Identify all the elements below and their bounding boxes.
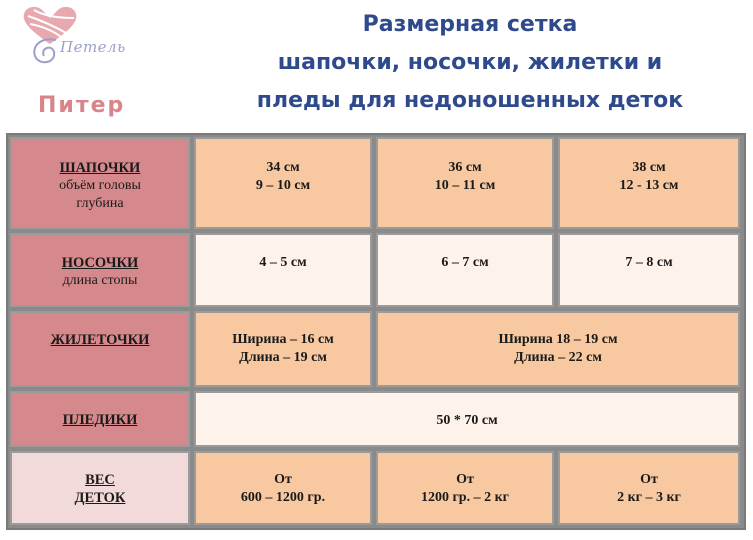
row-header-socks bbox=[10, 233, 190, 307]
blankets-label: ПЛЕДИКИ bbox=[62, 412, 138, 428]
weight-label-2: ДЕТОК bbox=[74, 490, 126, 506]
weight-range-1: От 600 – 1200 гр. bbox=[194, 451, 372, 525]
title-line-1: Размерная сетка bbox=[362, 12, 578, 37]
row-header-hats bbox=[10, 137, 190, 229]
hats-label: ШАПОЧКИ bbox=[59, 160, 141, 176]
socks-sub-1: длина стопы bbox=[62, 273, 138, 288]
socks-size-1: 4 – 5 см bbox=[194, 233, 372, 307]
row-header-weight bbox=[10, 451, 190, 525]
socks-size-3: 7 – 8 см bbox=[558, 233, 740, 307]
weight-label-1: ВЕС bbox=[85, 472, 115, 488]
blankets-size: 50 * 70 см bbox=[194, 391, 740, 447]
size-table bbox=[6, 133, 746, 530]
hats-size-1: 34 см 9 – 10 см bbox=[194, 137, 372, 229]
vests-label: ЖИЛЕТОЧКИ bbox=[50, 332, 150, 348]
hats-size-2: 36 см 10 – 11 см bbox=[376, 137, 554, 229]
logo bbox=[20, 4, 180, 74]
weight-range-3: От 2 кг – 3 кг bbox=[558, 451, 740, 525]
hats-sub-2: глубина bbox=[76, 196, 124, 211]
title-line-2: шапочки, носочки, жилетки и bbox=[277, 50, 663, 75]
socks-size-2: 6 – 7 см bbox=[376, 233, 554, 307]
vests-size-1: Ширина – 16 см Длина – 19 см bbox=[194, 311, 372, 387]
vests-size-2: Ширина 18 – 19 см Длина – 22 см bbox=[376, 311, 740, 387]
row-header-vests bbox=[10, 311, 190, 387]
page-title bbox=[200, 6, 740, 120]
socks-label: НОСОЧКИ bbox=[61, 255, 139, 271]
row-header-blankets bbox=[10, 391, 190, 447]
logo-city: Питер bbox=[38, 93, 126, 118]
hats-sub-1: объём головы bbox=[59, 178, 141, 193]
title-line-3: пледы для недоношенных деток bbox=[256, 88, 684, 113]
weight-range-2: От 1200 гр. – 2 кг bbox=[376, 451, 554, 525]
hats-size-3: 38 см 12 - 13 см bbox=[558, 137, 740, 229]
logo-script-text: Петель bbox=[60, 38, 126, 56]
